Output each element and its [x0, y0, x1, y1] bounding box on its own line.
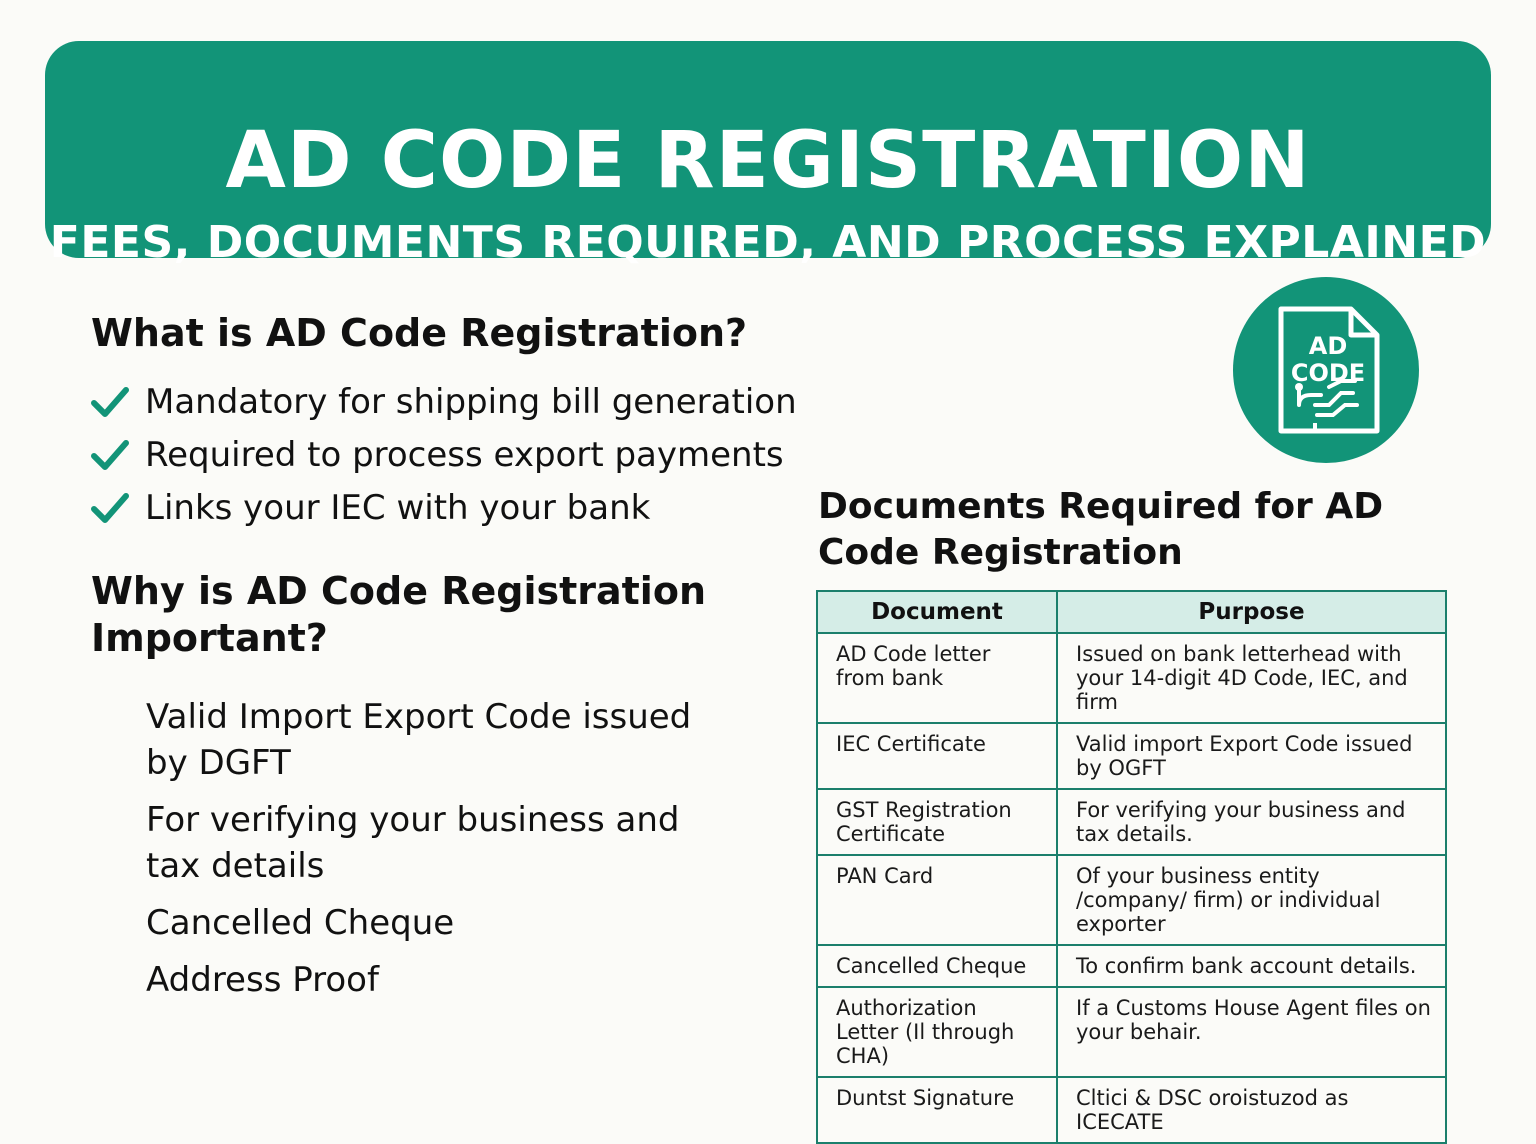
- ad-code-logo: [1233, 277, 1419, 463]
- title-banner: [45, 41, 1491, 268]
- check-icon: [91, 490, 129, 526]
- table-row: [817, 987, 1446, 1077]
- table-row: [817, 789, 1446, 855]
- column-header-purpose: Purpose: [1057, 591, 1446, 633]
- purpose-cell: If a Customs House Agent files on your behair.: [1057, 987, 1446, 1077]
- document-cell: AD Code letter from bank: [817, 633, 1057, 723]
- table-row: [817, 633, 1446, 723]
- table-row: [817, 1077, 1446, 1143]
- purpose-cell: For verifying your business and tax details.: [1057, 789, 1446, 855]
- documents-heading: Documents Required for AD Code Registration: [818, 486, 1384, 573]
- what-heading: What is AD Code Registration?: [91, 311, 748, 355]
- document-cell: Authorization Letter (Il through CHA): [817, 987, 1057, 1077]
- why-list-item: For verifying your business and tax details: [146, 800, 680, 886]
- what-item-text: Required to process export payments: [145, 435, 784, 475]
- purpose-cell: Cltici & DSC oroistuzod as ICECATE: [1057, 1077, 1446, 1143]
- purpose-cell: Valid import Export Code issued by OGFT: [1057, 723, 1446, 789]
- why-list-item: Cancelled Cheque: [146, 903, 455, 943]
- why-list-item: Address Proof: [146, 960, 379, 1000]
- what-item-text: Mandatory for shipping bill generation: [145, 382, 797, 422]
- why-list-item: Valid Import Export Code issued by DGFT: [146, 697, 692, 783]
- why-list: [146, 694, 706, 1014]
- purpose-cell: To confirm bank account details.: [1057, 945, 1446, 987]
- document-cell: Cancelled Cheque: [817, 945, 1057, 987]
- document-cell: GST Registration Certificate: [817, 789, 1057, 855]
- documents-table: [816, 590, 1447, 1144]
- what-item-text: Links your IEC with your bank: [145, 488, 651, 528]
- table-row: [817, 945, 1446, 987]
- logo-label-code: CODE: [1290, 359, 1366, 387]
- document-cell: IEC Certificate: [817, 723, 1057, 789]
- page-title: AD CODE REGISTRATION: [225, 116, 1311, 206]
- document-cell: Duntst Signature: [817, 1077, 1057, 1143]
- table-header-row: [817, 591, 1446, 633]
- purpose-cell: Of your business entity /company/ firm) or individual exporter: [1057, 855, 1446, 945]
- logo-label-ad: AD: [1308, 332, 1348, 360]
- why-heading: Why is AD Code Registration Important?: [91, 569, 706, 660]
- document-cell: PAN Card: [817, 855, 1057, 945]
- table-row: [817, 723, 1446, 789]
- check-icon: [91, 384, 129, 420]
- purpose-cell: Issued on bank letterhead with your 14-digit 4D Code, IEC, and firm: [1057, 633, 1446, 723]
- check-icon: [91, 437, 129, 473]
- table-row: [817, 855, 1446, 945]
- column-header-document: Document: [817, 591, 1057, 633]
- page-subtitle: FEES, DOCUMENTS REQUIRED, AND PROCESS EXPLAINED: [49, 217, 1487, 268]
